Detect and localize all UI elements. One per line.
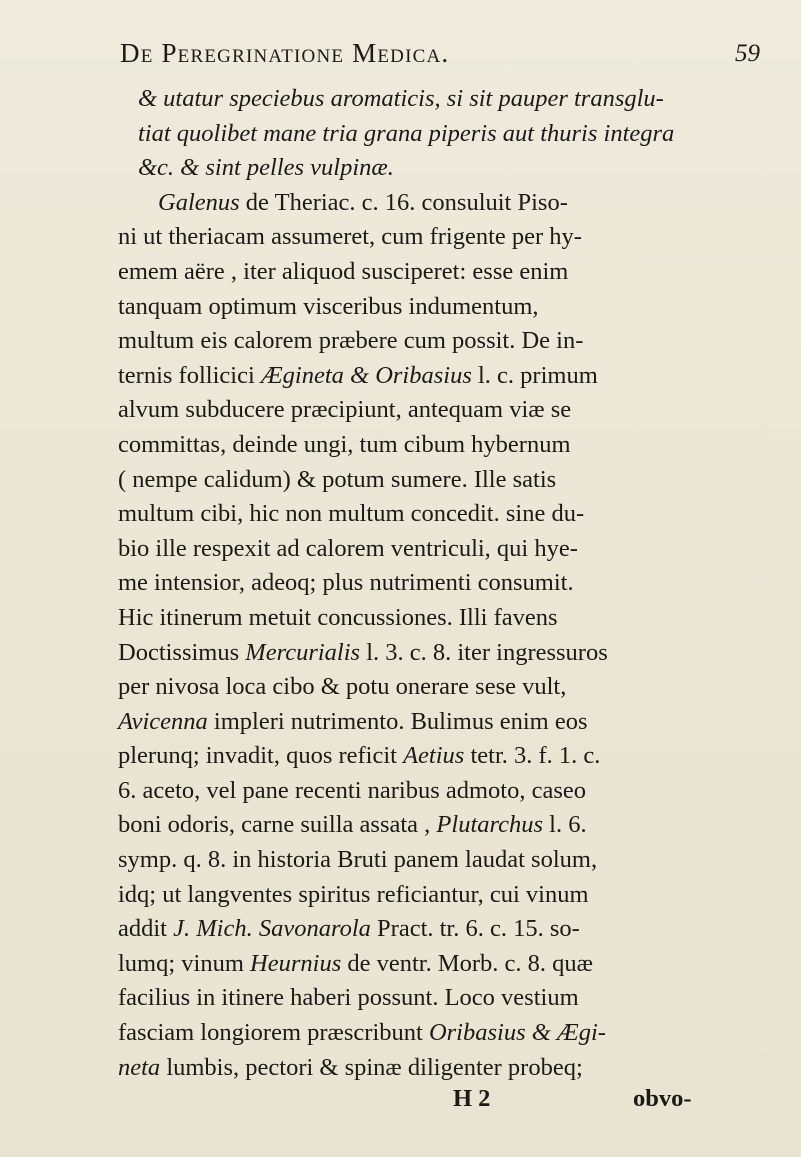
text-run: Hic itinerum metuit concussiones. Illi favens (118, 603, 558, 631)
text-run: facilius in itinere haberi possunt. Loco vestium (118, 984, 579, 1012)
text-line (118, 359, 783, 394)
text-run: emem aëre , iter aliquod susciperet: esse enim (118, 257, 569, 285)
text-run: idq; ut langventes spiritus reficiantur, cui vinum (118, 880, 589, 908)
italic-run: J. Mich. Savonarola (173, 915, 371, 943)
page-number: 59 (735, 40, 760, 67)
text-line (118, 636, 783, 671)
text-run: l. c. primum (471, 361, 598, 389)
body-text (118, 82, 783, 1085)
text-run: bio ille respexit ad calorem ventriculi, qui hye- (118, 534, 578, 562)
text-line (118, 601, 783, 636)
italic-run: tiat quolibet mane tria grana piperis aut thuris integra (138, 119, 675, 147)
text-line (118, 220, 783, 255)
italic-run: Oribasius & Ægi- (428, 1019, 606, 1047)
italic-run: Aetius (403, 742, 465, 770)
running-header (120, 38, 760, 78)
text-run: l. 6. (543, 811, 587, 839)
text-run: multum cibi, hic non multum concedit. sine du- (118, 500, 585, 528)
text-run: boni odoris, carne suilla assata , (118, 811, 437, 839)
italic-run: Avicenna (118, 707, 208, 735)
text-run: symp. q. 8. in historia Bruti panem laudat solum, (118, 846, 598, 874)
text-line (118, 290, 783, 325)
text-line (118, 739, 783, 774)
text-line (118, 117, 783, 152)
italic-run: Plutarchus (436, 811, 544, 839)
text-line (118, 186, 783, 221)
text-run: de ventr. Morb. c. 8. quæ (341, 949, 594, 977)
text-run: impleri nutrimento. Bulimus enim eos (207, 707, 588, 735)
text-run: committas, deinde ungi, tum cibum hybernum (118, 430, 571, 458)
text-run: tetr. 3. f. 1. c. (464, 742, 601, 770)
text-run: ( nempe calidum) & potum sumere. Ille satis (118, 465, 557, 493)
italic-run: Ægineta & Oribasius (260, 361, 472, 389)
text-line (118, 497, 783, 532)
signature-mark: H 2 (453, 1085, 491, 1112)
italic-run: neta (118, 1053, 161, 1081)
italic-run: Galenus (158, 188, 240, 216)
italic-run: Mercurialis (245, 638, 361, 666)
text-run: l. 3. c. 8. iter ingressuros (360, 638, 608, 666)
text-line (118, 670, 783, 705)
text-line (118, 532, 783, 567)
text-line (118, 947, 783, 982)
text-run: lumq; vinum (118, 949, 251, 977)
text-line (118, 808, 783, 843)
text-run: 6. aceto, vel pane recenti naribus admoto, caseo (118, 776, 587, 804)
running-title: De Peregrinatione Medica. (120, 38, 450, 68)
text-run: Doctissimus (118, 638, 246, 666)
text-line (118, 566, 783, 601)
italic-run: &c. & sint pelles vulpinæ. (138, 154, 394, 182)
text-line (118, 428, 783, 463)
page-footer (118, 1082, 783, 1116)
text-run: per nivosa loca cibo & potu onerare sese vult, (118, 673, 567, 701)
text-line (118, 1016, 783, 1051)
text-line (118, 843, 783, 878)
text-line (118, 393, 783, 428)
text-line (118, 705, 783, 740)
text-line (118, 255, 783, 290)
text-run: lumbis, pectori & spinæ diligenter probeq; (160, 1053, 583, 1081)
text-run: multum eis calorem præbere cum possit. De in- (118, 327, 584, 355)
text-run: addit (118, 915, 174, 943)
text-line (118, 82, 783, 117)
italic-run: Heurnius (250, 949, 342, 977)
text-line (118, 981, 783, 1016)
text-line (118, 151, 783, 186)
text-run: Pract. tr. 6. c. 15. so- (370, 915, 580, 943)
text-line (118, 912, 783, 947)
text-run: tanquam optimum visceribus indumentum, (118, 292, 539, 320)
text-line (118, 1051, 783, 1086)
text-line (118, 324, 783, 359)
italic-run: & utatur speciebus aromaticis, si sit pauper transglu- (138, 85, 664, 112)
text-run: alvum subducere præcipiunt, antequam viæ se (118, 396, 572, 424)
text-run: de Theriac. c. 16. consuluit Piso- (239, 188, 568, 216)
text-run: plerunq; invadit, quos reficit (118, 742, 404, 770)
text-line (118, 878, 783, 913)
text-run: ternis follicici (118, 361, 261, 389)
text-run: ni ut theriacam assumeret, cum frigente per hy- (118, 223, 582, 251)
catchword: obvo- (633, 1085, 692, 1112)
text-line (118, 463, 783, 498)
text-run: me intensior, adeoq; plus nutrimenti consumit. (118, 569, 574, 597)
text-line (118, 774, 783, 809)
text-run: fasciam longiorem præscribunt (118, 1019, 429, 1047)
